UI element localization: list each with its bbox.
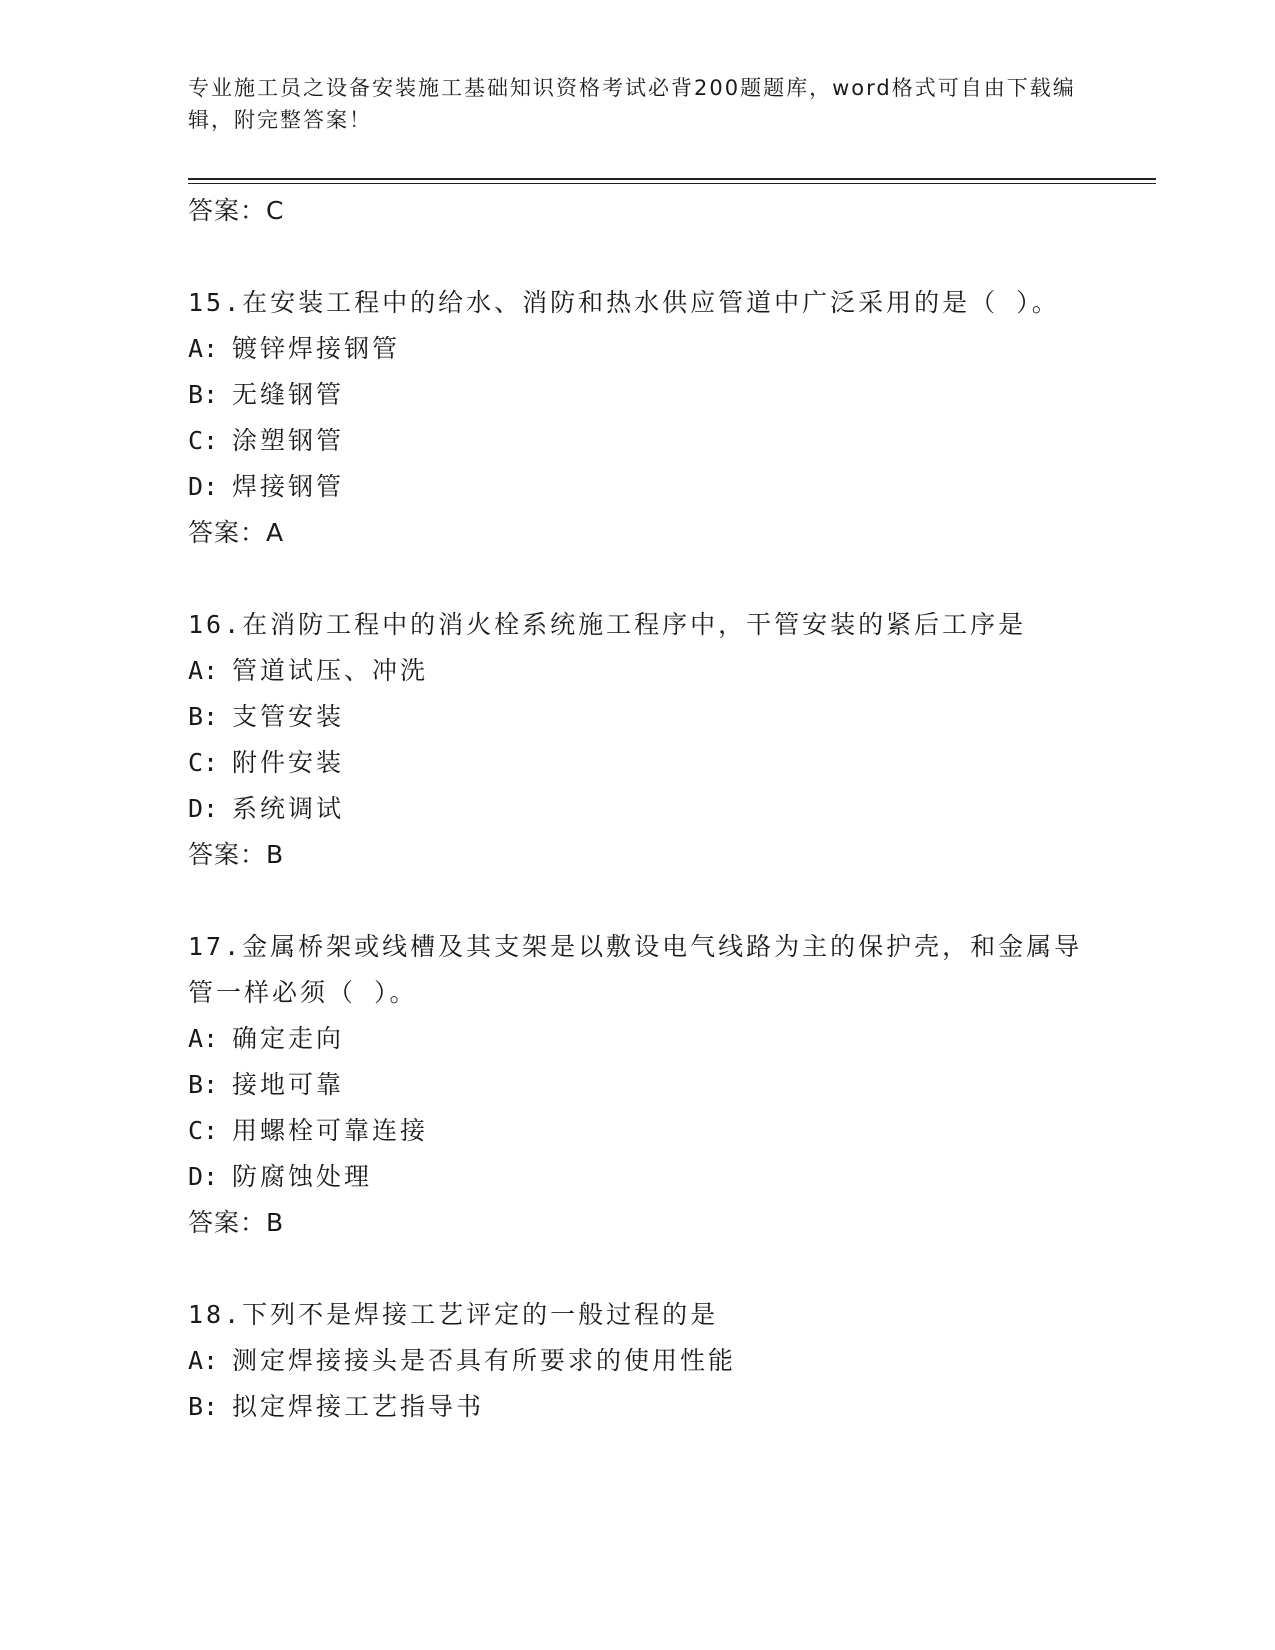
option-text: 测定焊接接头是否具有所要求的使用性能 xyxy=(232,1346,737,1375)
option-text: 防腐蚀处理 xyxy=(232,1162,373,1191)
option-letter: B: xyxy=(188,702,219,731)
option-letter: C: xyxy=(188,748,219,777)
answer-line: 答案：A xyxy=(188,518,285,547)
option-text: 系统调试 xyxy=(232,794,345,823)
option-letter: D: xyxy=(188,1162,219,1191)
option-letter: D: xyxy=(188,472,219,501)
option-a xyxy=(188,1338,1088,1384)
question-text: 16.在消防工程中的消火栓系统施工程序中，干管安装的紧后工序是 xyxy=(188,610,1027,639)
option-letter: A: xyxy=(188,1024,219,1053)
option-letter: B: xyxy=(188,380,219,409)
question-15 xyxy=(188,280,1088,556)
option-text: 确定走向 xyxy=(232,1024,345,1053)
question-text: 15.在安装工程中的给水、消防和热水供应管道中广泛采用的是（ ）。 xyxy=(188,288,1060,317)
option-text: 无缝钢管 xyxy=(232,380,345,409)
option-d xyxy=(188,1154,1088,1200)
answer-line: 答案：C xyxy=(188,196,285,225)
option-a xyxy=(188,326,1088,372)
option-text: 用螺栓可靠连接 xyxy=(232,1116,429,1145)
option-letter: A: xyxy=(188,334,219,363)
option-text: 支管安装 xyxy=(232,702,345,731)
option-d xyxy=(188,786,1088,832)
option-letter: B: xyxy=(188,1392,219,1421)
question-list xyxy=(188,188,1088,1430)
question-text: 18.下列不是焊接工艺评定的一般过程的是 xyxy=(188,1300,719,1329)
header-divider xyxy=(188,178,1156,180)
option-letter: B: xyxy=(188,1070,219,1099)
option-text: 拟定焊接工艺指导书 xyxy=(232,1392,485,1421)
question-17 xyxy=(188,924,1088,1246)
option-letter: C: xyxy=(188,426,219,455)
option-d xyxy=(188,464,1088,510)
option-text: 镀锌焊接钢管 xyxy=(232,334,401,363)
answer-line: 答案：B xyxy=(188,1208,285,1237)
option-b xyxy=(188,1062,1088,1108)
option-b xyxy=(188,372,1088,418)
option-a xyxy=(188,1016,1088,1062)
question-text: 17.金属桥架或线槽及其支架是以敷设电气线路为主的保护壳，和金属导管一样必须（ ）。 xyxy=(188,932,1083,1007)
option-b xyxy=(188,694,1088,740)
option-text: 涂塑钢管 xyxy=(232,426,345,455)
option-text: 附件安装 xyxy=(232,748,345,777)
option-letter: D: xyxy=(188,794,219,823)
question-16 xyxy=(188,602,1088,878)
answer-line: 答案：B xyxy=(188,840,285,869)
header-divider-thin xyxy=(188,183,1156,184)
option-text: 焊接钢管 xyxy=(232,472,345,501)
option-c xyxy=(188,418,1088,464)
option-letter: C: xyxy=(188,1116,219,1145)
question-18 xyxy=(188,1292,1088,1430)
option-letter: A: xyxy=(188,656,219,685)
option-c xyxy=(188,1108,1088,1154)
option-text: 管道试压、冲洗 xyxy=(232,656,429,685)
page-header: 专业施工员之设备安装施工基础知识资格考试必背200题题库，word格式可自由下载编辑，附完整答案！ xyxy=(188,76,1076,132)
option-c xyxy=(188,740,1088,786)
option-text: 接地可靠 xyxy=(232,1070,345,1099)
option-a xyxy=(188,648,1088,694)
option-b xyxy=(188,1384,1088,1430)
option-letter: A: xyxy=(188,1346,219,1375)
